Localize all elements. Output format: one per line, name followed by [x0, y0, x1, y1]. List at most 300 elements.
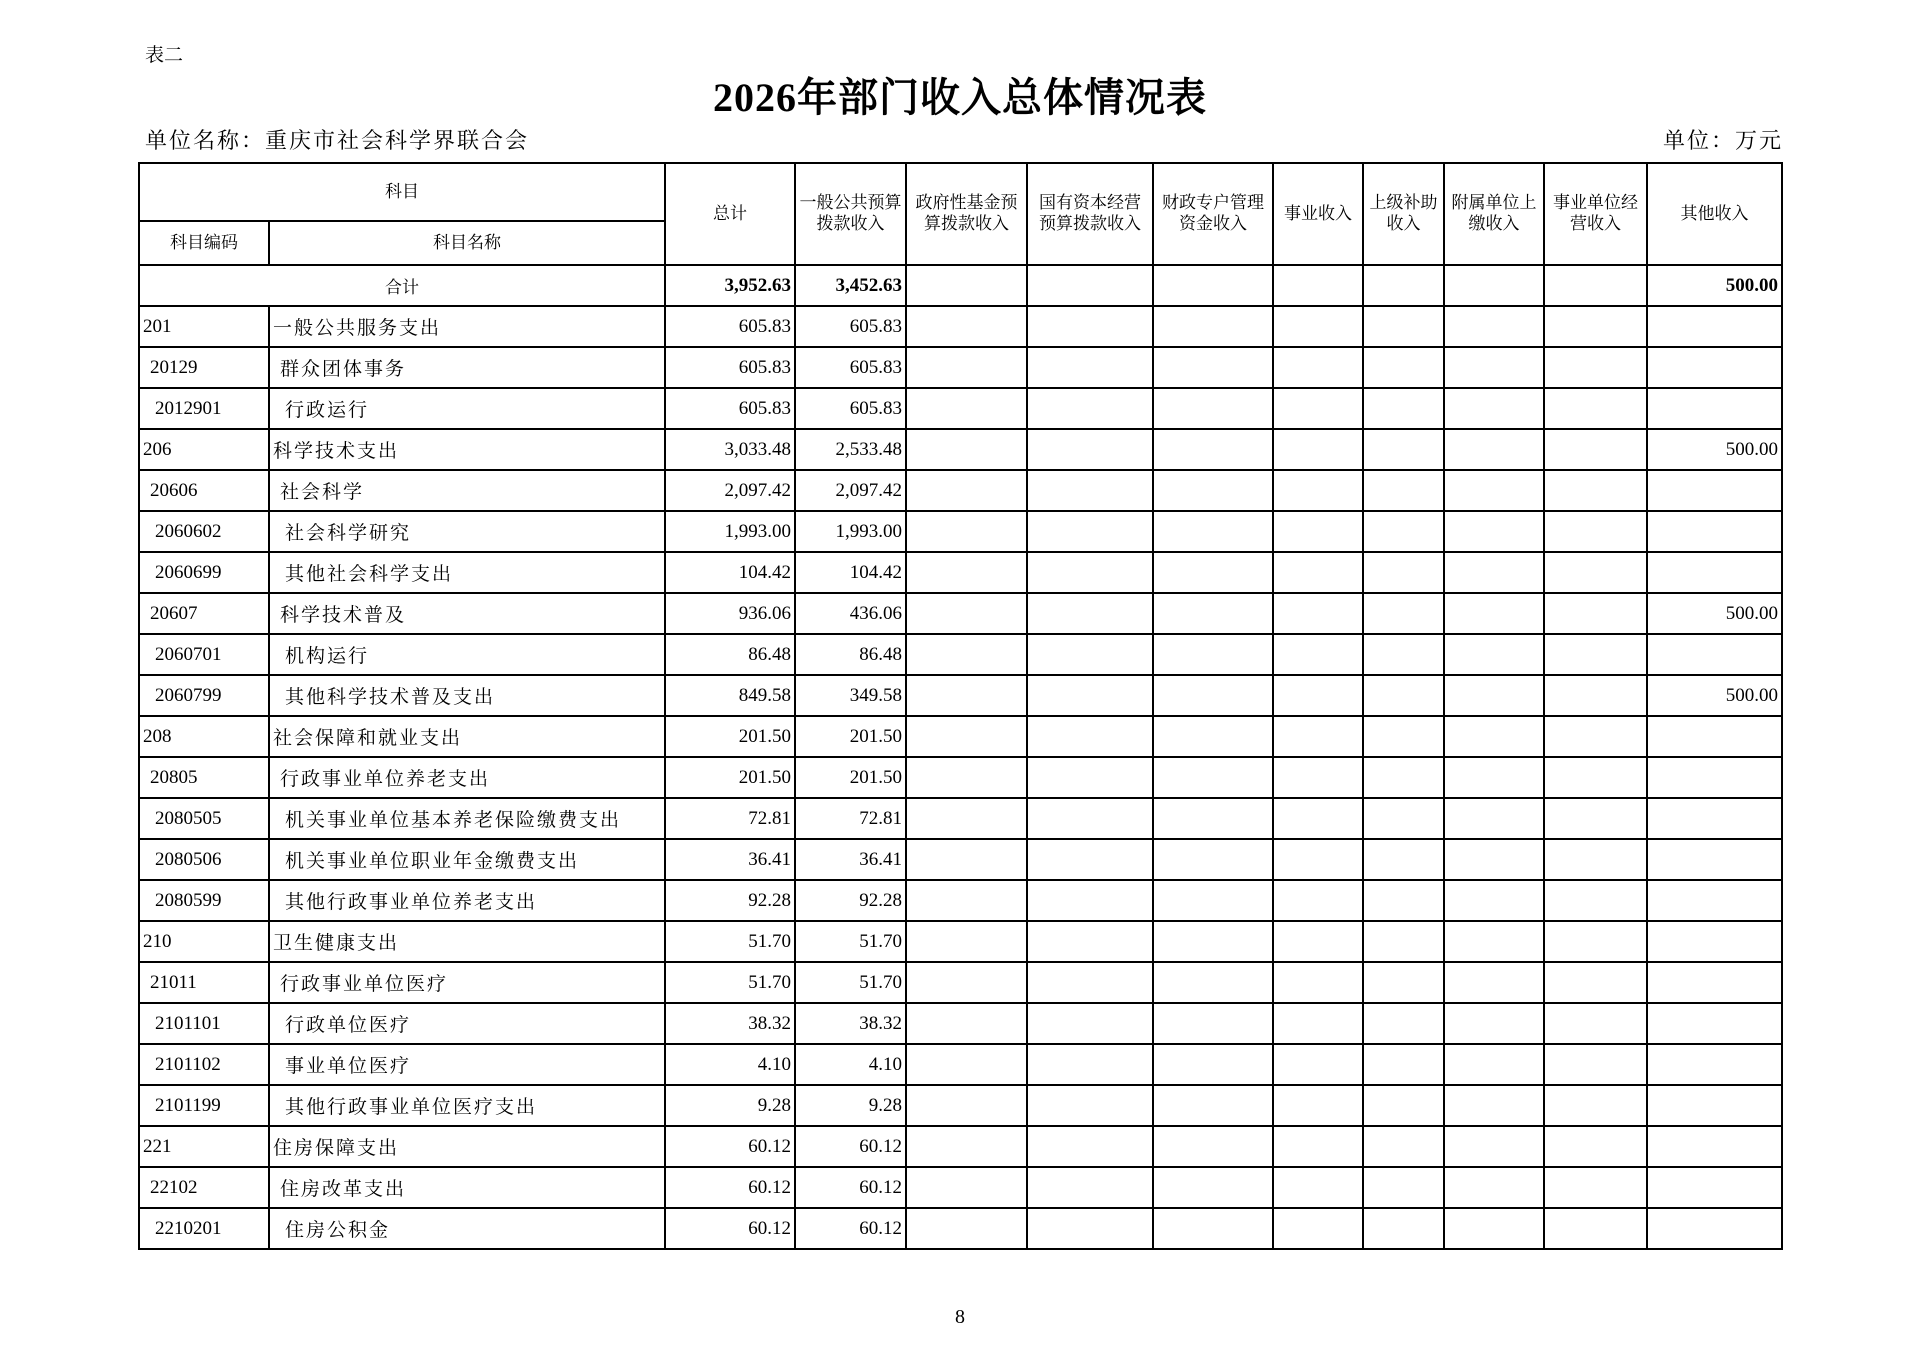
- row-value: [1027, 1044, 1153, 1085]
- row-code: 2210201: [139, 1208, 269, 1249]
- row-value: 92.28: [795, 880, 906, 921]
- row-value: 3,033.48: [665, 429, 795, 470]
- row-value: [1273, 921, 1363, 962]
- row-value: [1027, 880, 1153, 921]
- row-value: 51.70: [665, 921, 795, 962]
- row-value: [1153, 716, 1273, 757]
- row-name: 机构运行: [269, 634, 665, 675]
- row-value: 60.12: [665, 1167, 795, 1208]
- row-value: [906, 388, 1027, 429]
- table-row: [139, 388, 1782, 429]
- row-value: [1363, 1085, 1444, 1126]
- row-value: [1273, 1044, 1363, 1085]
- row-value: 86.48: [665, 634, 795, 675]
- row-name: 群众团体事务: [269, 347, 665, 388]
- row-value: [1544, 1085, 1647, 1126]
- row-value: [1647, 880, 1782, 921]
- total-value: [1444, 265, 1544, 306]
- row-value: 849.58: [665, 675, 795, 716]
- row-value: [1647, 1167, 1782, 1208]
- header-name: 科目名称: [269, 221, 665, 265]
- row-code: 21011: [139, 962, 269, 1003]
- row-value: [1647, 1085, 1782, 1126]
- row-value: [1153, 470, 1273, 511]
- row-code: 208: [139, 716, 269, 757]
- row-value: 201.50: [665, 716, 795, 757]
- row-value: [1273, 1085, 1363, 1126]
- row-value: [1444, 921, 1544, 962]
- row-value: [1363, 511, 1444, 552]
- row-value: [1647, 306, 1782, 347]
- row-value: 60.12: [795, 1208, 906, 1249]
- header-subject-group: 科目: [139, 163, 665, 221]
- row-name: 其他行政事业单位医疗支出: [269, 1085, 665, 1126]
- table-row: [139, 593, 1782, 634]
- table-row: [139, 1085, 1782, 1126]
- row-value: [1544, 552, 1647, 593]
- total-value: 500.00: [1647, 265, 1782, 306]
- row-value: [1273, 347, 1363, 388]
- row-name: 社会科学研究: [269, 511, 665, 552]
- row-value: [1444, 798, 1544, 839]
- row-value: [1153, 757, 1273, 798]
- row-value: [1273, 470, 1363, 511]
- row-value: [1544, 798, 1647, 839]
- row-value: 201.50: [795, 757, 906, 798]
- row-value: [1153, 962, 1273, 1003]
- row-value: [1444, 880, 1544, 921]
- table-row: [139, 470, 1782, 511]
- row-value: [906, 1003, 1027, 1044]
- row-value: [906, 921, 1027, 962]
- row-value: [1273, 511, 1363, 552]
- row-value: [1153, 593, 1273, 634]
- row-name: 住房公积金: [269, 1208, 665, 1249]
- row-value: 201.50: [795, 716, 906, 757]
- row-value: [1153, 1085, 1273, 1126]
- row-value: [1363, 306, 1444, 347]
- row-name: 社会保障和就业支出: [269, 716, 665, 757]
- row-value: [1273, 1208, 1363, 1249]
- row-value: [1363, 347, 1444, 388]
- row-value: [1544, 347, 1647, 388]
- row-value: [906, 716, 1027, 757]
- row-value: [1273, 962, 1363, 1003]
- row-value: [1444, 593, 1544, 634]
- row-value: 500.00: [1647, 675, 1782, 716]
- row-code: 2080505: [139, 798, 269, 839]
- row-value: [1544, 921, 1647, 962]
- header-col: 财政专户管理资金收入: [1153, 163, 1273, 265]
- row-code: 2060602: [139, 511, 269, 552]
- row-value: [1647, 1044, 1782, 1085]
- total-value: [1273, 265, 1363, 306]
- row-value: [1153, 347, 1273, 388]
- row-value: 500.00: [1647, 429, 1782, 470]
- row-value: [1544, 429, 1647, 470]
- row-value: [1363, 716, 1444, 757]
- table-row: [139, 306, 1782, 347]
- row-value: [906, 1044, 1027, 1085]
- row-value: 60.12: [795, 1167, 906, 1208]
- row-value: [1273, 306, 1363, 347]
- row-value: [1444, 716, 1544, 757]
- row-value: [1027, 921, 1153, 962]
- row-value: [906, 470, 1027, 511]
- row-value: 500.00: [1647, 593, 1782, 634]
- row-name: 行政单位医疗: [269, 1003, 665, 1044]
- row-value: [1027, 1085, 1153, 1126]
- row-value: [1153, 675, 1273, 716]
- table-row: [139, 675, 1782, 716]
- row-value: [1027, 593, 1153, 634]
- row-name: 科学技术普及: [269, 593, 665, 634]
- row-value: 1,993.00: [665, 511, 795, 552]
- row-value: [1647, 1208, 1782, 1249]
- row-value: [1027, 388, 1153, 429]
- row-value: 38.32: [665, 1003, 795, 1044]
- row-value: [906, 880, 1027, 921]
- row-code: 206: [139, 429, 269, 470]
- row-value: [1647, 634, 1782, 675]
- total-value: [906, 265, 1027, 306]
- row-value: [1027, 634, 1153, 675]
- table-row: [139, 1167, 1782, 1208]
- row-value: 605.83: [665, 306, 795, 347]
- total-value: 3,452.63: [795, 265, 906, 306]
- row-value: [1153, 1208, 1273, 1249]
- row-value: [1363, 634, 1444, 675]
- row-value: 51.70: [795, 962, 906, 1003]
- row-value: [1444, 962, 1544, 1003]
- row-value: 60.12: [795, 1126, 906, 1167]
- row-value: [1647, 388, 1782, 429]
- row-value: 104.42: [795, 552, 906, 593]
- row-value: 2,097.42: [665, 470, 795, 511]
- row-value: [1027, 1126, 1153, 1167]
- row-value: 86.48: [795, 634, 906, 675]
- row-value: [1544, 757, 1647, 798]
- row-value: [1444, 429, 1544, 470]
- row-value: 104.42: [665, 552, 795, 593]
- table-row: [139, 1044, 1782, 1085]
- row-value: [1544, 1126, 1647, 1167]
- row-name: 一般公共服务支出: [269, 306, 665, 347]
- row-value: [906, 429, 1027, 470]
- header-col: 事业收入: [1273, 163, 1363, 265]
- income-table: [138, 162, 1783, 1250]
- row-value: [1544, 962, 1647, 1003]
- row-value: [1363, 388, 1444, 429]
- row-value: [1027, 1003, 1153, 1044]
- row-value: [1273, 1003, 1363, 1044]
- row-value: [1544, 593, 1647, 634]
- row-name: 机关事业单位职业年金缴费支出: [269, 839, 665, 880]
- total-row: [139, 265, 1782, 306]
- row-value: [906, 798, 1027, 839]
- row-value: [1544, 1003, 1647, 1044]
- row-code: 20805: [139, 757, 269, 798]
- row-value: [1153, 552, 1273, 593]
- currency-unit: 单位：万元: [1662, 128, 1783, 153]
- row-value: [1363, 1003, 1444, 1044]
- row-name: 科学技术支出: [269, 429, 665, 470]
- row-value: [1647, 1003, 1782, 1044]
- row-value: [1273, 429, 1363, 470]
- table-row: [139, 1126, 1782, 1167]
- row-value: [1363, 470, 1444, 511]
- row-value: [1027, 1208, 1153, 1249]
- row-code: 20129: [139, 347, 269, 388]
- row-name: 其他社会科学支出: [269, 552, 665, 593]
- row-value: [906, 511, 1027, 552]
- row-value: [1153, 798, 1273, 839]
- row-value: [1153, 634, 1273, 675]
- row-value: [1363, 757, 1444, 798]
- row-code: 2101101: [139, 1003, 269, 1044]
- row-value: [1544, 880, 1647, 921]
- table-row: [139, 880, 1782, 921]
- row-value: 436.06: [795, 593, 906, 634]
- header-col: 其他收入: [1647, 163, 1782, 265]
- row-value: [906, 675, 1027, 716]
- row-value: 4.10: [665, 1044, 795, 1085]
- row-value: [906, 306, 1027, 347]
- row-value: [1647, 1126, 1782, 1167]
- row-value: [1444, 511, 1544, 552]
- row-value: [1027, 798, 1153, 839]
- row-value: [1363, 429, 1444, 470]
- row-value: [1363, 921, 1444, 962]
- row-value: [1273, 388, 1363, 429]
- table-row: [139, 716, 1782, 757]
- header-row: [139, 163, 1782, 221]
- row-code: 2101102: [139, 1044, 269, 1085]
- row-code: 210: [139, 921, 269, 962]
- row-value: [1544, 1208, 1647, 1249]
- row-name: 行政事业单位医疗: [269, 962, 665, 1003]
- row-name: 行政事业单位养老支出: [269, 757, 665, 798]
- row-value: [1153, 839, 1273, 880]
- row-value: [1444, 1167, 1544, 1208]
- row-value: [1444, 1208, 1544, 1249]
- row-value: [1444, 675, 1544, 716]
- total-label: 合计: [139, 265, 665, 306]
- row-value: [1153, 388, 1273, 429]
- header-code: 科目编码: [139, 221, 269, 265]
- row-value: [1153, 511, 1273, 552]
- row-value: [1273, 675, 1363, 716]
- row-value: [1444, 634, 1544, 675]
- row-value: 605.83: [795, 347, 906, 388]
- row-value: [1273, 839, 1363, 880]
- row-value: [906, 1167, 1027, 1208]
- row-value: [1363, 675, 1444, 716]
- table-row: [139, 552, 1782, 593]
- row-value: [906, 1208, 1027, 1249]
- row-value: 51.70: [665, 962, 795, 1003]
- row-value: [1153, 880, 1273, 921]
- row-value: [1647, 921, 1782, 962]
- total-value: [1153, 265, 1273, 306]
- row-value: [1027, 429, 1153, 470]
- row-value: 92.28: [665, 880, 795, 921]
- row-value: [1647, 511, 1782, 552]
- row-name: 其他行政事业单位养老支出: [269, 880, 665, 921]
- row-value: [1544, 675, 1647, 716]
- row-code: 22102: [139, 1167, 269, 1208]
- table-row: [139, 839, 1782, 880]
- row-value: [1153, 429, 1273, 470]
- table-row: [139, 798, 1782, 839]
- row-code: 2060701: [139, 634, 269, 675]
- row-value: [1444, 347, 1544, 388]
- row-value: [1153, 921, 1273, 962]
- row-value: [1153, 1003, 1273, 1044]
- header-col: 事业单位经营收入: [1544, 163, 1647, 265]
- row-value: 72.81: [795, 798, 906, 839]
- row-value: [1273, 757, 1363, 798]
- header-col: 总计: [665, 163, 795, 265]
- row-value: 1,993.00: [795, 511, 906, 552]
- row-value: [1273, 593, 1363, 634]
- row-value: [1363, 593, 1444, 634]
- row-value: [1444, 388, 1544, 429]
- row-code: 20606: [139, 470, 269, 511]
- row-value: [1273, 1167, 1363, 1208]
- row-value: 51.70: [795, 921, 906, 962]
- row-value: [1647, 716, 1782, 757]
- row-code: 2012901: [139, 388, 269, 429]
- row-value: [906, 552, 1027, 593]
- table-row: [139, 921, 1782, 962]
- row-value: [1273, 552, 1363, 593]
- total-value: [1544, 265, 1647, 306]
- row-value: [1544, 306, 1647, 347]
- row-value: [1444, 1003, 1544, 1044]
- row-value: [1647, 839, 1782, 880]
- header-col: 附属单位上缴收入: [1444, 163, 1544, 265]
- row-value: [1544, 1167, 1647, 1208]
- row-value: [1544, 388, 1647, 429]
- row-code: 2080506: [139, 839, 269, 880]
- row-code: 2060699: [139, 552, 269, 593]
- row-value: [1027, 1167, 1153, 1208]
- header-col: 政府性基金预算拨款收入: [906, 163, 1027, 265]
- row-value: [906, 347, 1027, 388]
- row-value: [1544, 716, 1647, 757]
- row-value: 936.06: [665, 593, 795, 634]
- row-value: [1363, 1044, 1444, 1085]
- row-value: [1273, 880, 1363, 921]
- row-value: 9.28: [795, 1085, 906, 1126]
- total-value: [1027, 265, 1153, 306]
- header-col: 一般公共预算拨款收入: [795, 163, 906, 265]
- table-row: [139, 634, 1782, 675]
- row-name: 机关事业单位基本养老保险缴费支出: [269, 798, 665, 839]
- row-value: [1027, 511, 1153, 552]
- row-value: [1153, 1126, 1273, 1167]
- row-value: [906, 1085, 1027, 1126]
- row-value: [1444, 757, 1544, 798]
- row-value: [1363, 798, 1444, 839]
- row-name: 社会科学: [269, 470, 665, 511]
- row-name: 行政运行: [269, 388, 665, 429]
- row-code: 2060799: [139, 675, 269, 716]
- row-value: [1027, 306, 1153, 347]
- row-value: [906, 634, 1027, 675]
- row-code: 221: [139, 1126, 269, 1167]
- row-value: 605.83: [665, 347, 795, 388]
- row-value: [1544, 511, 1647, 552]
- row-value: [1544, 839, 1647, 880]
- row-value: [1027, 839, 1153, 880]
- row-value: 36.41: [795, 839, 906, 880]
- table-row: [139, 429, 1782, 470]
- row-name: 其他科学技术普及支出: [269, 675, 665, 716]
- row-value: [1363, 880, 1444, 921]
- row-code: 20607: [139, 593, 269, 634]
- row-value: [1273, 798, 1363, 839]
- row-value: [906, 962, 1027, 1003]
- row-value: 38.32: [795, 1003, 906, 1044]
- row-value: [1647, 962, 1782, 1003]
- row-value: 4.10: [795, 1044, 906, 1085]
- row-value: [1647, 757, 1782, 798]
- row-value: [1363, 1126, 1444, 1167]
- row-value: [1647, 347, 1782, 388]
- row-value: [1444, 1044, 1544, 1085]
- table-row: [139, 1208, 1782, 1249]
- table-row: [139, 757, 1782, 798]
- row-value: [906, 593, 1027, 634]
- row-value: [1444, 1126, 1544, 1167]
- row-value: [1027, 962, 1153, 1003]
- row-code: 2101199: [139, 1085, 269, 1126]
- row-name: 住房改革支出: [269, 1167, 665, 1208]
- row-value: [1444, 552, 1544, 593]
- row-value: [1444, 1085, 1544, 1126]
- row-value: 72.81: [665, 798, 795, 839]
- row-value: [1153, 1044, 1273, 1085]
- row-value: [1273, 716, 1363, 757]
- row-value: 2,533.48: [795, 429, 906, 470]
- organization-name: 单位名称：重庆市社会科学界联合会: [145, 128, 530, 153]
- row-value: [1153, 1167, 1273, 1208]
- row-value: [1544, 634, 1647, 675]
- row-value: 36.41: [665, 839, 795, 880]
- row-name: 事业单位医疗: [269, 1044, 665, 1085]
- row-value: [1027, 552, 1153, 593]
- row-value: 201.50: [665, 757, 795, 798]
- table-row: [139, 1003, 1782, 1044]
- row-value: 605.83: [665, 388, 795, 429]
- row-value: [1363, 552, 1444, 593]
- page-number: 8: [955, 1306, 965, 1328]
- row-value: [1027, 757, 1153, 798]
- row-value: [1647, 470, 1782, 511]
- row-value: [1444, 306, 1544, 347]
- row-value: [1544, 470, 1647, 511]
- row-value: [1363, 962, 1444, 1003]
- table-number-label: 表二: [145, 45, 184, 66]
- total-value: [1363, 265, 1444, 306]
- row-value: [906, 757, 1027, 798]
- row-value: [1027, 347, 1153, 388]
- row-value: [1273, 1126, 1363, 1167]
- row-value: [1363, 1208, 1444, 1249]
- row-value: 60.12: [665, 1126, 795, 1167]
